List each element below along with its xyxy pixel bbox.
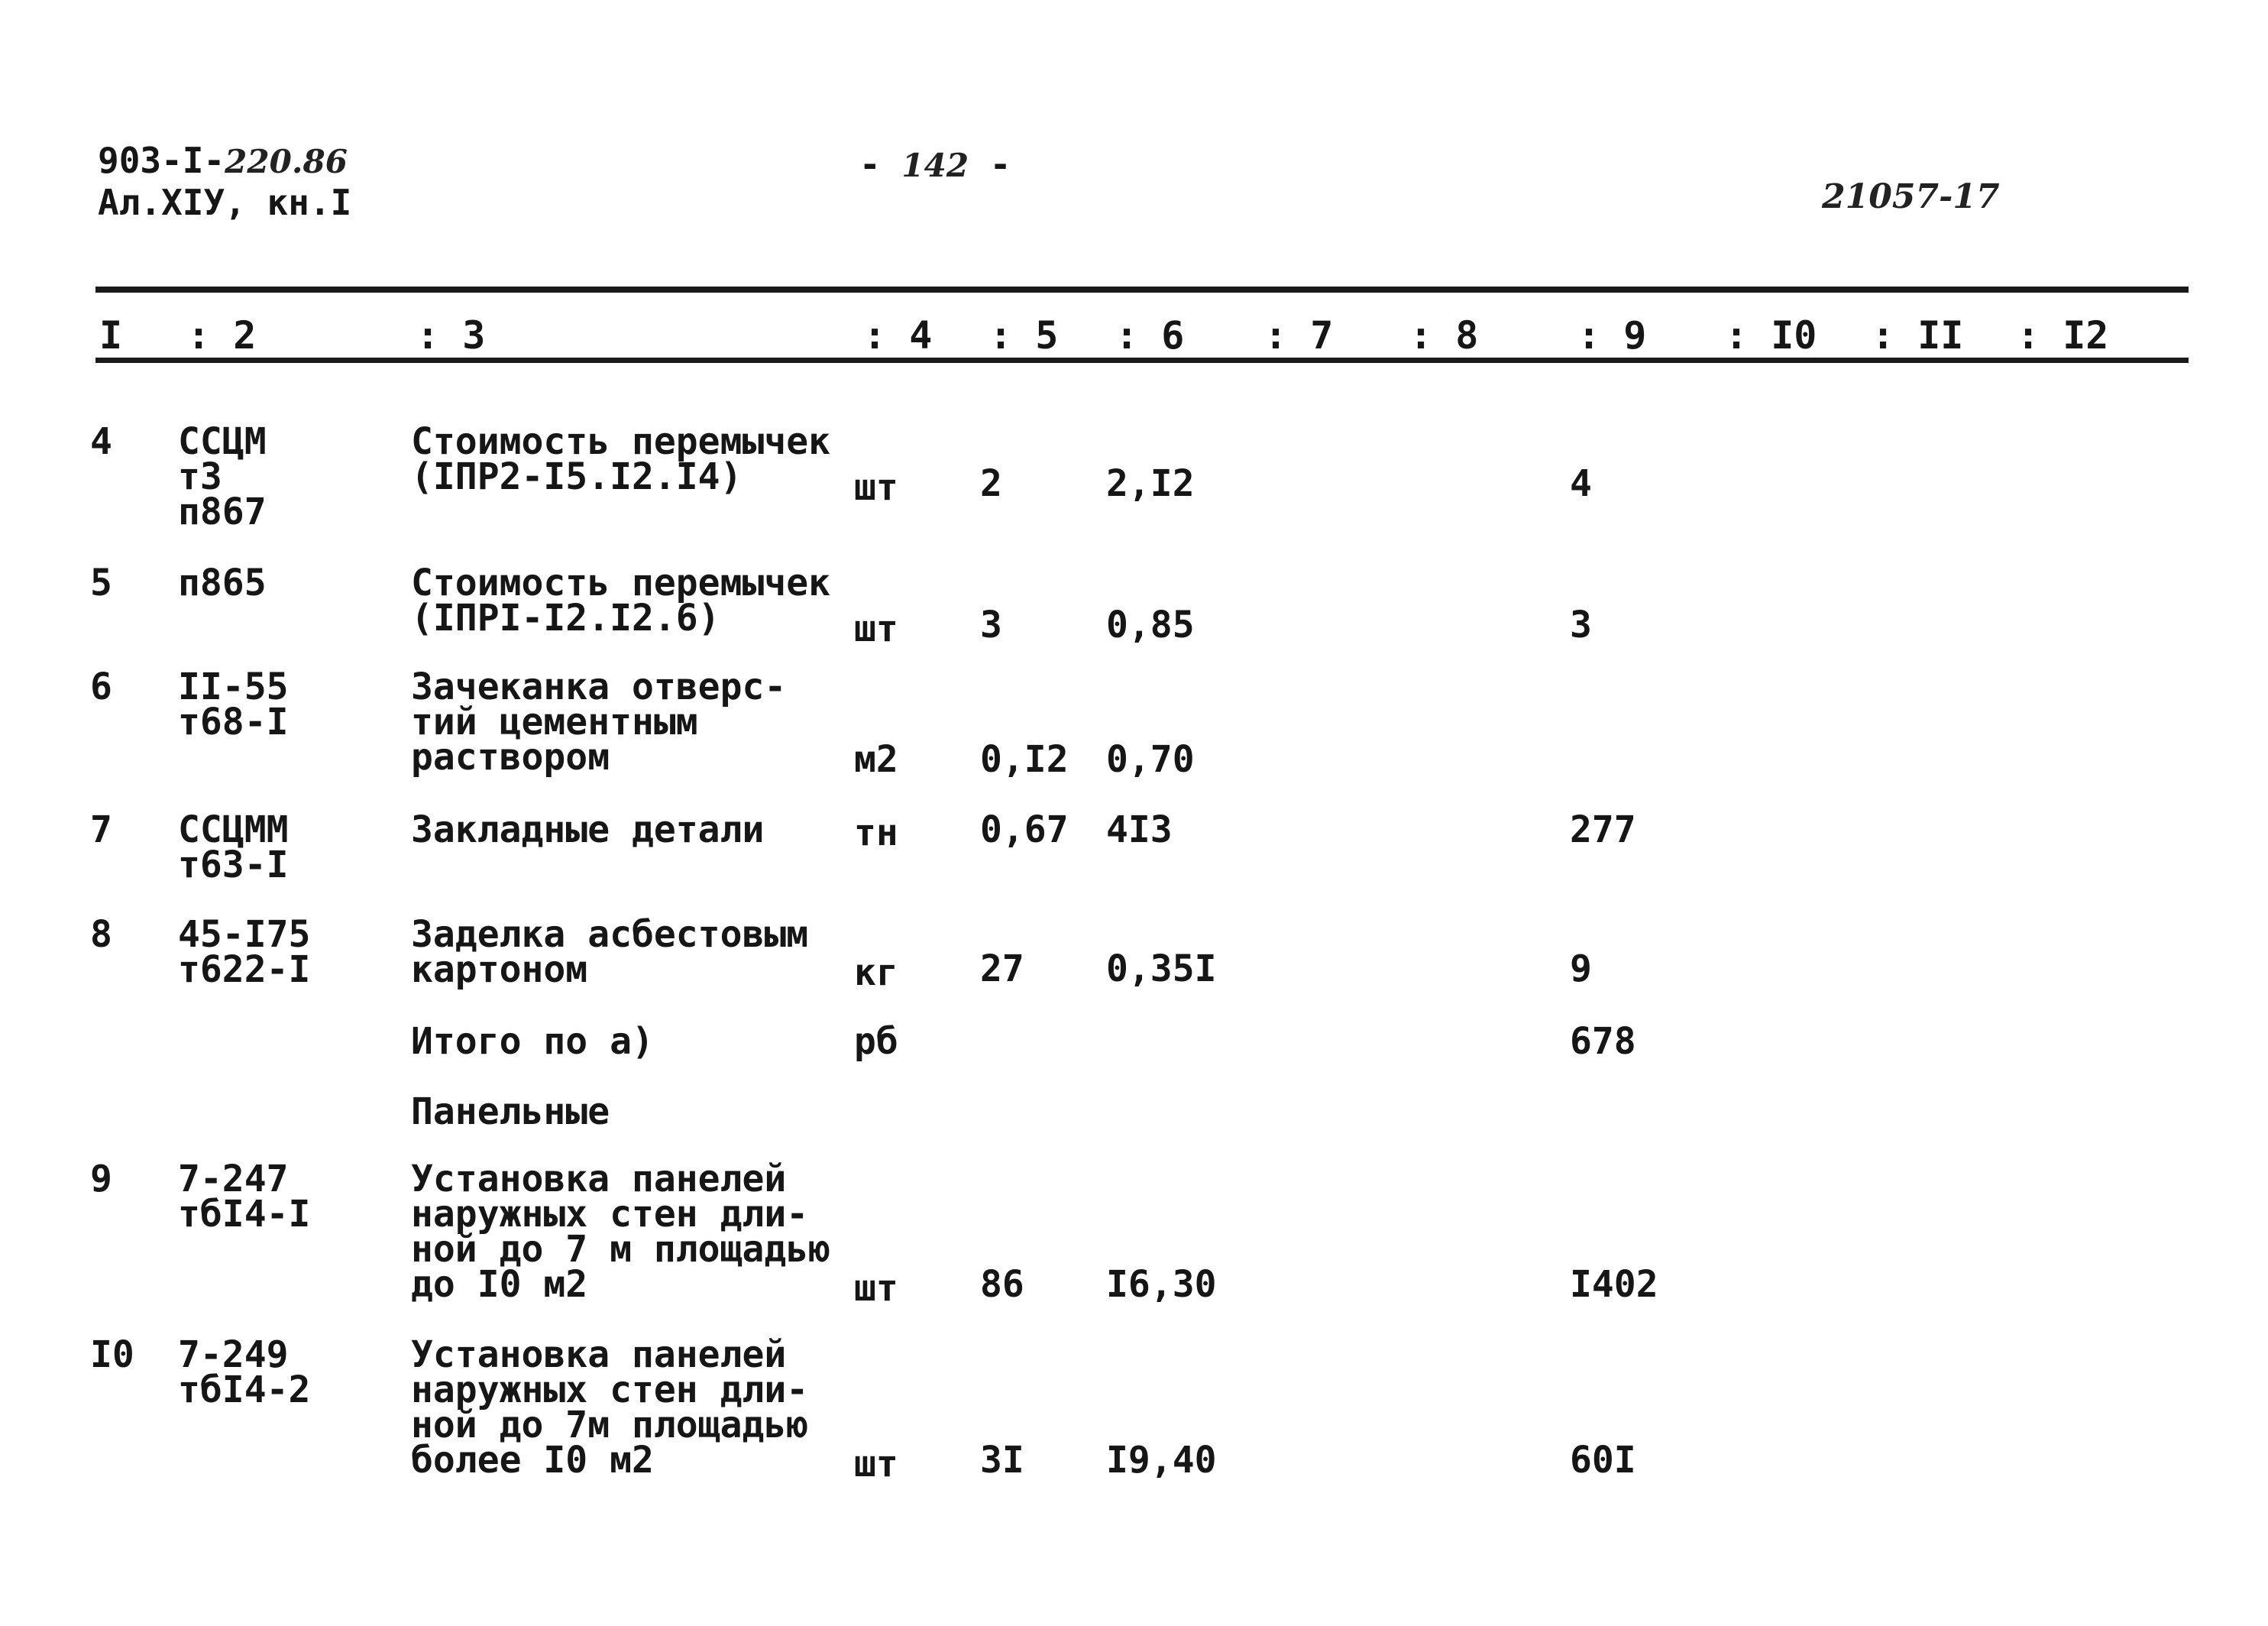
quantity: 3I: [980, 1439, 1024, 1482]
column-header: : 5: [989, 313, 1059, 358]
unit-price: I6,30: [1106, 1263, 1217, 1306]
work-description: Установка панелей наружных стен дли- ной до 7м площадью более I0 м2: [411, 1333, 809, 1482]
unit: шт: [854, 1267, 898, 1310]
row-number: 9: [90, 1158, 112, 1200]
document-code-prefix: 903-I-: [98, 140, 225, 181]
quantity: 0,67: [980, 808, 1069, 851]
unit-price: I9,40: [1106, 1439, 1217, 1482]
unit: м2: [854, 738, 898, 781]
work-description: Установка панелей наружных стен дли- ной до 7 м площадью до I0 м2: [411, 1158, 831, 1306]
work-description: Заделка асбестовым картоном: [411, 913, 809, 991]
quantity: 2: [980, 462, 1002, 505]
column-header: : 2: [187, 313, 257, 358]
work-description: Закладные детали: [411, 808, 765, 851]
page-number-prefix: -: [859, 144, 881, 185]
row-number: 6: [90, 666, 112, 708]
total-cost: I402: [1570, 1263, 1658, 1306]
column-header: : II: [1872, 313, 1964, 358]
unit-price: 2,I2: [1106, 462, 1195, 505]
subtotal-value: 678: [1570, 1020, 1636, 1063]
row-number: 5: [90, 562, 112, 604]
unit-price: 0,70: [1106, 738, 1195, 781]
section-heading: Панельные: [411, 1090, 610, 1133]
header-bottom-rule: [95, 358, 2189, 363]
column-header: : 8: [1409, 313, 1479, 358]
column-header: : 9: [1577, 313, 1647, 358]
quantity: 86: [980, 1263, 1024, 1306]
norm-code: п865: [178, 562, 267, 604]
unit-price: 0,85: [1106, 604, 1195, 646]
row-number: 7: [90, 808, 112, 851]
album-line: Ал.XIУ, кн.I: [98, 182, 352, 223]
column-header: : 6: [1115, 313, 1185, 358]
unit: рб: [854, 1020, 898, 1063]
total-cost: 4: [1570, 462, 1592, 505]
work-description: Стоимость перемычек (IПР2-I5.I2.I4): [411, 420, 831, 498]
norm-code: 7-247 тбI4-I: [178, 1158, 311, 1236]
page-number: [859, 145, 1011, 185]
total-cost: 9: [1570, 947, 1592, 990]
row-number: 8: [90, 913, 112, 956]
column-header: : 3: [416, 313, 486, 358]
total-cost: 60I: [1570, 1439, 1636, 1482]
quantity: 27: [980, 947, 1024, 990]
column-header: : I2: [2017, 313, 2109, 358]
total-cost: 277: [1570, 808, 1636, 851]
column-header: : 7: [1264, 313, 1334, 358]
work-description: Зачеканка отверс- тий цементным раствором: [411, 666, 787, 779]
subtotal-label: Итого по а): [411, 1020, 654, 1063]
norm-code: 7-249 тбI4-2: [178, 1333, 311, 1411]
work-description: Стоимость перемычек (IПРI-I2.I2.6): [411, 562, 831, 640]
total-cost: 3: [1570, 604, 1592, 646]
quantity: 0,I2: [980, 738, 1069, 781]
top-rule: [95, 287, 2189, 293]
norm-code: ССЦММ т63-I: [178, 808, 289, 886]
document-code-handwritten: 220.86: [225, 143, 348, 180]
page-number-suffix: -: [989, 144, 1011, 185]
unit-price: 0,35I: [1106, 947, 1217, 990]
unit-price: 4I3: [1106, 808, 1173, 851]
unit: шт: [854, 1443, 898, 1485]
column-header: I: [99, 313, 123, 358]
column-header: : I0: [1725, 313, 1817, 358]
page-number-handwritten: 142: [901, 147, 969, 184]
document-code: [98, 141, 348, 181]
unit: шт: [854, 607, 898, 650]
unit: тн: [854, 811, 898, 854]
column-header: : 4: [863, 313, 933, 358]
norm-code: ССЦМ т3 п867: [178, 420, 267, 533]
unit: шт: [854, 466, 898, 509]
unit: кг: [854, 951, 898, 994]
row-number: I0: [90, 1333, 134, 1376]
quantity: 3: [980, 604, 1002, 646]
norm-code: 45-I75 т622-I: [178, 913, 311, 991]
row-number: 4: [90, 420, 112, 463]
norm-code: II-55 т68-I: [178, 666, 289, 743]
inventory-number: 21057-17: [1822, 177, 2000, 216]
